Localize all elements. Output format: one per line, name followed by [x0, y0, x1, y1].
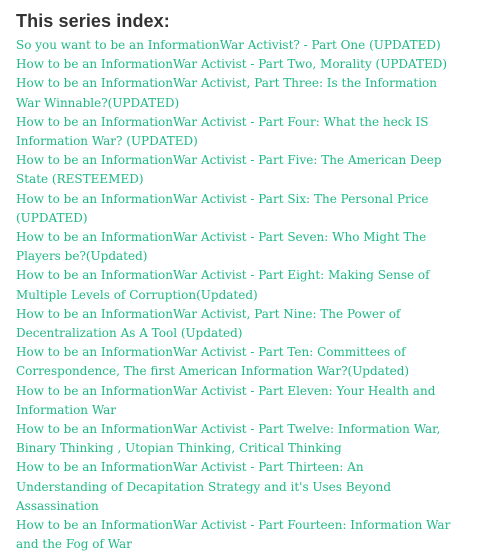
list-item: [16, 55, 456, 74]
series-link-part-6[interactable]: How to be an InformationWar Activist - Part Six: The Personal Price (UPDATED): [16, 191, 429, 225]
series-link-part-14[interactable]: How to be an InformationWar Activist - Part Fourteen: Information War and the Fog of War: [16, 518, 451, 552]
list-item: [16, 420, 456, 458]
list-item: [16, 190, 456, 228]
list-item: [16, 516, 456, 554]
list-item: [16, 151, 456, 189]
series-index-section: [16, 10, 456, 554]
series-link-part-13[interactable]: How to be an InformationWar Activist - Part Thirteen: An Understanding of Decapitation Strategy and it's Uses Beyond Assassination: [16, 460, 392, 513]
series-link-list: [16, 36, 456, 554]
series-link-part-11[interactable]: How to be an InformationWar Activist - Part Eleven: Your Health and Information War: [16, 383, 436, 417]
series-link-part-8[interactable]: How to be an InformationWar Activist - Part Eight: Making Sense of Multiple Levels of Corruption(Updated): [16, 268, 430, 302]
series-index-heading: This series index:: [16, 11, 170, 31]
series-link-part-7[interactable]: How to be an InformationWar Activist - Part Seven: Who Might The Players be?(Updated): [16, 230, 427, 264]
series-link-part-10[interactable]: How to be an InformationWar Activist - Part Ten: Committees of Correspondence, The first American Information War?(Updated): [16, 345, 410, 379]
list-item: [16, 113, 456, 151]
list-item: [16, 382, 456, 420]
list-item: [16, 266, 456, 304]
list-item: [16, 36, 456, 55]
list-item: [16, 305, 456, 343]
series-link-part-1[interactable]: So you want to be an InformationWar Activist? - Part One (UPDATED): [16, 38, 441, 52]
list-item: [16, 343, 456, 381]
series-link-part-4[interactable]: How to be an InformationWar Activist - Part Four: What the heck IS Information War? (UPDATED): [16, 114, 429, 149]
series-link-part-5[interactable]: How to be an InformationWar Activist - Part Five: The American Deep State (RESTEEMED): [16, 153, 442, 187]
series-link-part-3[interactable]: How to be an InformationWar Activist, Part Three: Is the Information War Winnable?(UPDATED): [16, 76, 438, 110]
list-item: [16, 458, 456, 516]
series-link-part-2[interactable]: How to be an InformationWar Activist - Part Two, Morality (UPDATED): [16, 57, 448, 72]
series-link-part-9[interactable]: How to be an InformationWar Activist, Part Nine: The Power of Decentralization As A Tool (Updated): [16, 306, 401, 341]
list-item: [16, 74, 456, 112]
list-item: [16, 228, 456, 266]
series-link-part-12[interactable]: How to be an InformationWar Activist - Part Twelve: Information War, Binary Thinking , Utopian Thinking, Critical Thinking: [16, 422, 441, 456]
